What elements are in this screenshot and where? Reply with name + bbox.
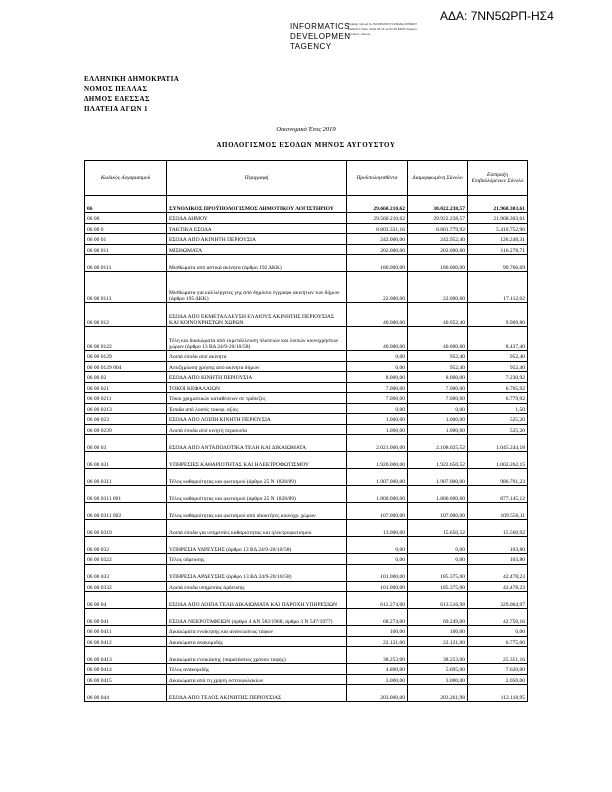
- table-row: [85, 424, 528, 435]
- cell-budget: 0,00: [347, 554, 408, 565]
- cell-collected: 952,40: [468, 361, 528, 372]
- table-row: [85, 414, 528, 425]
- cell-description: Λοιπά έσοδα υπηρεσίας άρδευσης: [167, 581, 347, 592]
- cell-revised: 0,00: [408, 537, 468, 554]
- cell-code: 06 00 0111: [85, 255, 167, 272]
- cell-revised: 2.108.025,52: [408, 435, 468, 452]
- cell-code: 06 00 0412: [85, 636, 167, 647]
- cell-budget: 1.920.000,00: [347, 452, 408, 469]
- cell-budget: 13.000,00: [347, 520, 408, 537]
- cell-description: ΕΣΟΔΑ ΑΠΟ ΛΟΙΠΗ ΚΙΝΗΤΗ ΠΕΡΙΟΥΣΙΑ: [167, 414, 347, 425]
- table-row: [85, 327, 528, 351]
- cell-collected: 103,80: [468, 537, 528, 554]
- cell-budget: 202.000,00: [347, 244, 408, 255]
- fiscal-year: Οικονομικό Έτος 2019: [276, 126, 336, 133]
- cell-code: 06 00 012: [85, 303, 167, 327]
- cell-budget: 0,00: [347, 537, 408, 554]
- cell-description: Τέλος ύδρευσης: [167, 554, 347, 565]
- cell-budget: 29.660.210,62: [347, 196, 408, 213]
- table-row: [85, 213, 528, 224]
- cell-collected: 9.969,80: [468, 303, 528, 327]
- stamp-details: Digitally signed by INFORMATICS DEVELOPMENT AGENCY Date: 2019.09.16 12:31:28 EEST Reason: Location: Athens: [348, 22, 418, 36]
- cell-code: 06 00 044: [85, 685, 167, 702]
- cell-description: Λοιπά έσοδα για υπηρεσίες καθαριότητας και ηλεκτροφωτισμού: [167, 520, 347, 537]
- cell-description: Λοιπά έσοδα από ακίνητα: [167, 351, 347, 362]
- cell-collected: 42.478,23: [468, 581, 528, 592]
- cell-revised: 1.907.000,00: [408, 469, 468, 486]
- cell-revised: 29.922.238,57: [408, 213, 468, 224]
- table-row: [85, 234, 528, 245]
- cell-revised: 40.952,40: [408, 303, 468, 327]
- table-row: [85, 452, 528, 469]
- cell-description: Δικαιώματα ανακομιδής: [167, 636, 347, 647]
- cell-collected: 877.145,12: [468, 486, 528, 503]
- cell-revised: 3.000,00: [408, 674, 468, 685]
- cell-budget: 8.000,00: [347, 372, 408, 383]
- cell-budget: 4.800,00: [347, 664, 408, 675]
- cell-collected: 1.045.244,18: [468, 435, 528, 452]
- cell-description: Μισθώματα από αστικά ακίνητα (άρθρο 192 ΔΚΚ): [167, 255, 347, 272]
- cell-collected: 525,20: [468, 424, 528, 435]
- cell-code: 06 00 0311: [85, 469, 167, 486]
- table-row: [85, 520, 528, 537]
- cell-description: ΕΣΟΔΑ ΑΠΟ ΕΚΜΕΤΑΛΛΕΥΣΗ ΕΛΑΙΟΥΣ ΑΚΙΝΗΤΗΣ ΠΕΡΙΟΥΣΙΑΣ ΚΑΙ ΚΟΙΝΟΧΡΗΣΤΩΝ ΧΩΡΩΝ: [167, 303, 347, 327]
- table-row: [85, 503, 528, 520]
- cell-revised: 952,40: [408, 361, 468, 372]
- cell-collected: 8.437,40: [468, 327, 528, 351]
- table-row: [85, 486, 528, 503]
- cell-collected: 329.064,97: [468, 592, 528, 609]
- cell-code: 06 00 0239: [85, 424, 167, 435]
- cell-budget: 29.560.210,62: [347, 213, 408, 224]
- cell-budget: 40.000,00: [347, 303, 408, 327]
- table-row: [85, 382, 528, 393]
- table-row: [85, 255, 528, 272]
- table-row: [85, 435, 528, 452]
- cell-code: 06 00 04: [85, 592, 167, 609]
- cell-budget: 1.907.000,00: [347, 469, 408, 486]
- stamp-line: TAGENCY: [290, 42, 332, 51]
- table-row: [85, 554, 528, 565]
- cell-collected: 1,50: [468, 403, 528, 414]
- cell-description: Τέλος καθαριότητας και φωτισμού (άρθρο 25 Ν 1828/89): [167, 486, 347, 503]
- org-line: ΕΛΛΗΝΙΚΗ ΔΗΜΟΚΡΑΤΙΑ: [84, 75, 180, 83]
- cell-description: Τόκοι χρηματικών καταθέσεων σε τράπεζες: [167, 393, 347, 404]
- cell-revised: 1.800.000,00: [408, 486, 468, 503]
- cell-budget: 0,00: [347, 361, 408, 372]
- cell-budget: 22.121,00: [347, 636, 408, 647]
- cell-revised: 8.801.779,92: [408, 223, 468, 234]
- cell-collected: 6.775,00: [468, 636, 528, 647]
- cell-collected: 0,00: [468, 626, 528, 637]
- cell-collected: 42.478,23: [468, 564, 528, 581]
- table-row: [85, 537, 528, 554]
- cell-code: 06 00 032: [85, 537, 167, 554]
- table-row: [85, 674, 528, 685]
- cell-description: ΜΙΣΘΩΜΑΤΑ: [167, 244, 347, 255]
- table-row: [85, 196, 528, 213]
- cell-revised: 203.261,98: [408, 685, 468, 702]
- cell-collected: 2.050,00: [468, 674, 528, 685]
- cell-collected: 99.766,69: [468, 255, 528, 272]
- cell-budget: 0,00: [347, 351, 408, 362]
- table-row: [85, 581, 528, 592]
- digital-signature-stamp: [290, 22, 418, 52]
- cell-collected: 116.278,71: [468, 244, 528, 255]
- cell-collected: 7.230,92: [468, 372, 528, 383]
- cell-collected: 525,20: [468, 414, 528, 425]
- cell-collected: 15.560,92: [468, 520, 528, 537]
- cell-revised: 100,00: [408, 626, 468, 637]
- cell-budget: 22.000,00: [347, 272, 408, 303]
- org-line: ΔΗΜΟΣ ΕΔΕΣΣΑΣ: [84, 95, 150, 103]
- cell-description: Λοιπά έσοδα από κινητή περιουσία: [167, 424, 347, 435]
- cell-collected: 6.779,92: [468, 393, 528, 404]
- cell-revised: 107.000,00: [408, 503, 468, 520]
- cell-revised: 38.253,00: [408, 647, 468, 664]
- cell-description: ΕΣΟΔΑ ΑΠΟ ΑΝΤΑΠΟΔΟΤΙΚΑ ΤΕΛΗ ΚΑΙ ΔΙΚΑΙΩΜΑΤΑ: [167, 435, 347, 452]
- cell-code: 06 00 0213: [85, 403, 167, 414]
- cell-code: 06 00 0322: [85, 554, 167, 565]
- cell-code: 06 00 023: [85, 414, 167, 425]
- cell-budget: 203.000,00: [347, 685, 408, 702]
- cell-code: 06 00 0122: [85, 327, 167, 351]
- cell-collected: 42.750,16: [468, 609, 528, 626]
- cell-revised: 8.000,00: [408, 372, 468, 383]
- cell-budget: 107.000,00: [347, 503, 408, 520]
- header-collected: Είσπραξη Επιβαλλόμενων Σύνολο: [468, 161, 528, 196]
- cell-code: 06 00 0113: [85, 272, 167, 303]
- cell-description: ΥΠΗΡΕΣΙΑ ΑΡΔΕΥΣΗΣ (άρθρο 13 ΒΔ 24/9-20/10/58): [167, 564, 347, 581]
- table-row: [85, 626, 528, 637]
- cell-description: ΕΣΟΔΑ ΑΠΟ ΚΙΝΗΤΗ ΠΕΡΙΟΥΣΙΑ: [167, 372, 347, 383]
- header-budget: Προϋπολογισθέντα: [347, 161, 408, 196]
- cell-code: 06 00 0311 002: [85, 503, 167, 520]
- table-row: [85, 244, 528, 255]
- stamp-line: INFORMATICS: [290, 22, 351, 31]
- cell-description: ΤΟΚΟΙ ΚΕΦΑΛΑΙΩΝ: [167, 382, 347, 393]
- cell-collected: 25.351,16: [468, 647, 528, 664]
- cell-budget: 3.000,00: [347, 674, 408, 685]
- cell-budget: 7.000,00: [347, 382, 408, 393]
- header-revised: Διαμορφωμένη Σύνολο: [408, 161, 468, 196]
- cell-description: Μισθώματα για καλλιέργειες γης από δημόσιο έγγραφο ακινήτων των δήμων (άρθρο 195 ΔΚΚ): [167, 272, 347, 303]
- cell-description: ΕΣΟΔΑ ΔΗΜΟΥ: [167, 213, 347, 224]
- cell-revised: 1.000,00: [408, 414, 468, 425]
- table-row: [85, 351, 528, 362]
- cell-description: Αποζημίωση χρήσης από ακίνητα δήμων: [167, 361, 347, 372]
- cell-description: Τέλος καθαριότητας και φωτισμού από ιδιοκτήτες κοινόχρ. χώρων: [167, 503, 347, 520]
- cell-budget: 612.274,00: [347, 592, 408, 609]
- cell-code: 06 00 011: [85, 244, 167, 255]
- cell-code: 06 00 021: [85, 382, 167, 393]
- cell-description: ΕΣΟΔΑ ΝΕΚΡΟΤΑΦΕΙΩΝ (άρθρο 4 ΑΝ 582/1968, άρθρο 3 Ν 547/1977): [167, 609, 347, 626]
- cell-budget: 2.021.000,00: [347, 435, 408, 452]
- table-row: [85, 636, 528, 647]
- cell-revised: 7.000,00: [408, 393, 468, 404]
- cell-description: ΤΑΚΤΙΚΑ ΕΣΟΔΑ: [167, 223, 347, 234]
- table-row: [85, 592, 528, 609]
- table-row: [85, 272, 528, 303]
- cell-revised: 69.249,00: [408, 609, 468, 626]
- cell-budget: 180.000,00: [347, 255, 408, 272]
- cell-collected: 103,80: [468, 554, 528, 565]
- cell-budget: 101.000,00: [347, 564, 408, 581]
- cell-description: ΕΣΟΔΑ ΑΠΟ ΤΕΛΟΣ ΑΚΙΝΗΤΗΣ ΠΕΡΙΟΥΣΙΑΣ: [167, 685, 347, 702]
- cell-revised: 613.516,98: [408, 592, 468, 609]
- cell-collected: 952,40: [468, 351, 528, 362]
- cell-code: 06 00 0129: [85, 351, 167, 362]
- cell-revised: 0,00: [408, 403, 468, 414]
- cell-description: Τέλος ανακομιδής: [167, 664, 347, 675]
- cell-revised: 15.650,52: [408, 520, 468, 537]
- cell-budget: 1.800.000,00: [347, 486, 408, 503]
- cell-revised: 1.922.650,52: [408, 452, 468, 469]
- table-row: [85, 393, 528, 404]
- table-row: [85, 303, 528, 327]
- cell-collected: 7.620,00: [468, 664, 528, 675]
- org-line: ΝΟΜΟΣ ΠΕΛΛΑΣ: [84, 85, 148, 93]
- cell-description: ΕΣΟΔΑ ΑΠΟ ΛΟΙΠΑ ΤΕΛΗ ΔΙΚΑΙΩΜΑΤΑ ΚΑΙ ΠΑΡΟΧΗ ΥΠΗΡΕΣΙΩΝ: [167, 592, 347, 609]
- cell-collected: 17.112,02: [468, 272, 528, 303]
- cell-description: ΣΥΝΟΛΙΚΟΣ ΠΡΟΫΠΟΛΟΓΙΣΜΟΣ ΔΗΜΟΤΙΚΟΥ ΛΟΓΙΣΤΗΡΙΟΥ: [167, 196, 347, 213]
- table-row: [85, 647, 528, 664]
- cell-code: 06 00 041: [85, 609, 167, 626]
- table-row: [85, 469, 528, 486]
- cell-code: 06: [85, 196, 167, 213]
- cell-budget: 0,00: [347, 403, 408, 414]
- cell-revised: 242.952,40: [408, 234, 468, 245]
- header-description: Περιγραφή: [167, 161, 347, 196]
- cell-description: Έσοδα από λοιπές τοκοφ. αξίες: [167, 403, 347, 414]
- cell-code: 06 00 01: [85, 234, 167, 245]
- cell-budget: 40.000,00: [347, 327, 408, 351]
- cell-code: 06 00 0211: [85, 393, 167, 404]
- table-row: [85, 403, 528, 414]
- table-row: [85, 685, 528, 702]
- header-code: Κωδικός Λογαριασμού: [85, 161, 167, 196]
- cell-collected: 986.701,23: [468, 469, 528, 486]
- cell-collected: 1.002.262,15: [468, 452, 528, 469]
- table-row: [85, 223, 528, 234]
- ada-code: ΑΔΑ: 7ΝΝ5ΩΡΠ-ΗΣ4: [440, 9, 554, 23]
- cell-revised: 180.000,00: [408, 255, 468, 272]
- cell-revised: 0,00: [408, 554, 468, 565]
- cell-code: 06 00 0: [85, 223, 167, 234]
- cell-collected: 112.118,95: [468, 685, 528, 702]
- cell-revised: 22.121,00: [408, 636, 468, 647]
- cell-description: ΕΣΟΔΑ ΑΠΟ ΑΚΙΝΗΤΗ ΠΕΡΙΟΥΣΙΑ: [167, 234, 347, 245]
- table-row: [85, 372, 528, 383]
- cell-description: ΥΠΗΡΕΣΙΕΣ ΚΑΘΑΡΙΟΤΗΤΑΣ ΚΑΙ ΗΛΕΚΤΡΟΦΩΤΙΣΜΟΥ: [167, 452, 347, 469]
- cell-revised: 40.000,00: [408, 327, 468, 351]
- organization-header: [84, 74, 179, 114]
- cell-collected: 21.968.303,61: [468, 196, 528, 213]
- table-header-row: [85, 161, 528, 196]
- cell-code: 06 00 0332: [85, 581, 167, 592]
- cell-collected: 21.968.303,61: [468, 213, 528, 224]
- cell-revised: 5.695,00: [408, 664, 468, 675]
- cell-budget: 242.000,00: [347, 234, 408, 245]
- table-row: [85, 664, 528, 675]
- cell-revised: 22.000,00: [408, 272, 468, 303]
- report-title: ΑΠΟΛΟΓΙΣΜΟΣ ΕΣΟΔΩΝ ΜΗΝΟΣ ΑΥΓΟΥΣΤΟΥ: [216, 141, 396, 149]
- cell-revised: 30.022.238,57: [408, 196, 468, 213]
- cell-budget: 1.000,00: [347, 424, 408, 435]
- revenue-table: [84, 160, 528, 702]
- cell-budget: 1.000,00: [347, 414, 408, 425]
- cell-collected: 5.410.752,96: [468, 223, 528, 234]
- cell-code: 06 00 0414: [85, 664, 167, 675]
- cell-description: Δικαιώματα από τη χρήση οστεοφυλακίων: [167, 674, 347, 685]
- cell-collected: 6.705,92: [468, 382, 528, 393]
- stamp-line: DEVELOPMEN: [290, 32, 351, 41]
- cell-code: 06 00 0129 004: [85, 361, 167, 372]
- cell-code: 06 00 0415: [85, 674, 167, 685]
- org-line: ΠΛΑΤΕΙΑ ΑΓΩΝ 1: [84, 105, 148, 113]
- cell-revised: 1.000,00: [408, 424, 468, 435]
- table-body: [85, 196, 528, 702]
- cell-budget: 101.000,00: [347, 581, 408, 592]
- cell-revised: 7.000,00: [408, 382, 468, 393]
- cell-code: 06 00 0411: [85, 626, 167, 637]
- cell-description: Δικαιώματα ενοίκησης και ανανεώσεως τάφων: [167, 626, 347, 637]
- cell-revised: 185.375,00: [408, 581, 468, 592]
- cell-description: ΥΠΗΡΕΣΙΑ ΥΔΡΕΥΣΗΣ (άρθρο 13 ΒΔ 24/9-20/10/58): [167, 537, 347, 554]
- cell-code: 06 00 033: [85, 564, 167, 581]
- cell-code: 06 00: [85, 213, 167, 224]
- cell-code: 06 00 031: [85, 452, 167, 469]
- cell-revised: 952,40: [408, 351, 468, 362]
- cell-description: Τέλος καθαριότητας και φωτισμού (άρθρο 25 Ν 1828/89): [167, 469, 347, 486]
- cell-code: 06 00 03: [85, 435, 167, 452]
- cell-revised: 202.000,00: [408, 244, 468, 255]
- table-row: [85, 609, 528, 626]
- cell-budget: 68.274,00: [347, 609, 408, 626]
- cell-code: 06 00 0413: [85, 647, 167, 664]
- cell-budget: 7.000,00: [347, 393, 408, 404]
- cell-budget: 38.253,00: [347, 647, 408, 664]
- cell-code: 06 00 0319: [85, 520, 167, 537]
- table-row: [85, 564, 528, 581]
- cell-code: 06 00 02: [85, 372, 167, 383]
- cell-description: Δικαιώματα ενοικίασης (παρατάσεως χρόνου ταφής): [167, 647, 347, 664]
- table-row: [85, 361, 528, 372]
- cell-collected: 109.556,11: [468, 503, 528, 520]
- cell-description: Τέλη και δικαιώματα από εκμετάλλευση πλατειών και λοιπών κοινοχρήστων χώρων (άρθρο 13 ΒΔ 24/9-20/10/58): [167, 327, 347, 351]
- cell-budget: 8.803.331,16: [347, 223, 408, 234]
- cell-code: 06 00 0311 001: [85, 486, 167, 503]
- cell-revised: 185.375,00: [408, 564, 468, 581]
- cell-budget: 100,00: [347, 626, 408, 637]
- cell-collected: 126.248,31: [468, 234, 528, 245]
